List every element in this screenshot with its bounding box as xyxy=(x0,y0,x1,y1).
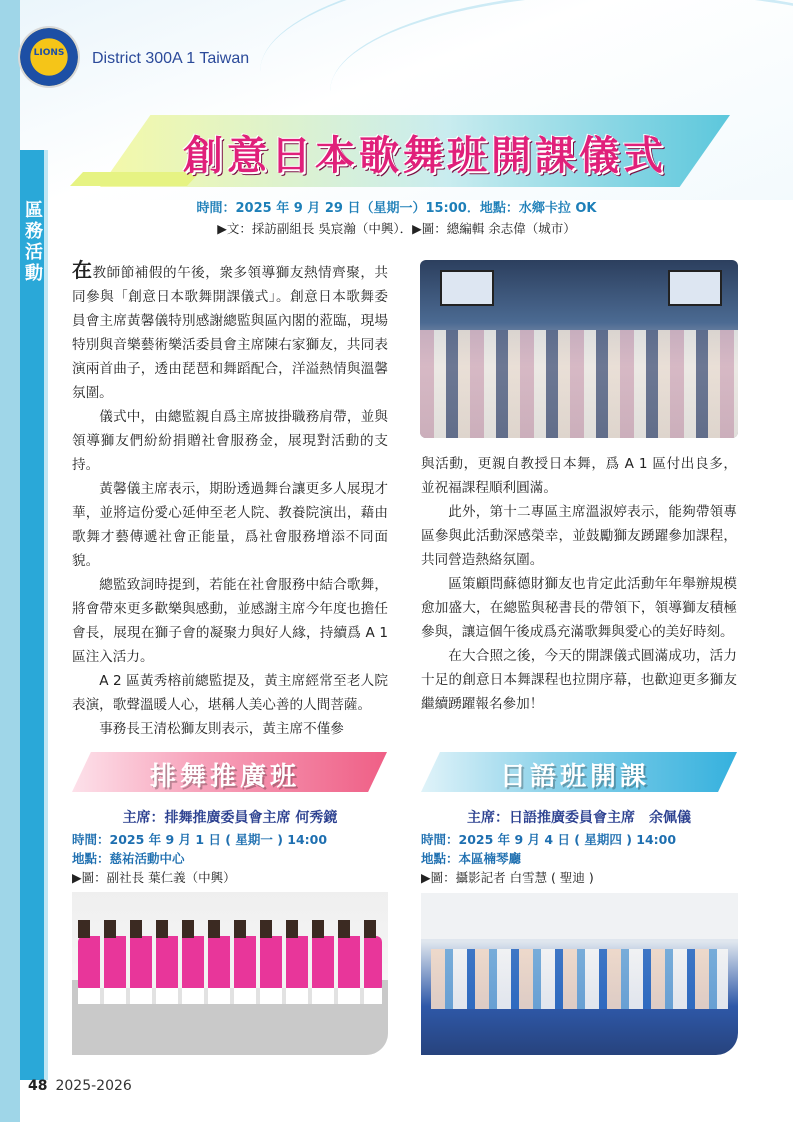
paragraph: 此外，第十二專區主席溫淑婷表示，能夠帶領專區參與此活動深感榮幸，並鼓勵獅友踴躍參加課程，共同營造熱絡氛圍。 xyxy=(421,504,737,568)
japanese-section-photo-credit: ▶圖：攝影記者 白雪慧 ( 聖迪 ) xyxy=(421,870,594,885)
paragraph: 區策顧問蘇德財獅友也肯定此活動年年舉辦規模愈加盛大，在總監與秘書長的帶領下，領導獅友積極參與，讓這個午後成爲充滿歌舞與愛心的美好時刻。 xyxy=(421,576,737,640)
logo-text: LIONS xyxy=(33,48,65,58)
japanese-section-title: 日語班開課 xyxy=(500,762,651,792)
left-stripe-accent xyxy=(20,150,44,1080)
lions-logo xyxy=(20,28,78,86)
japanese-section-place: 地點：本區楠琴廳 xyxy=(421,851,522,866)
dance-section-photo-credit: ▶圖：副社長 葉仁義（中興） xyxy=(72,870,236,885)
dance-section-time: 時間：2025 年 9 月 1 日 ( 星期一 ) 14:00 xyxy=(72,832,328,847)
footer-year: 2025-2026 xyxy=(55,1078,132,1094)
paragraph: 事務長王清松獅友則表示，黃主席不僅參 xyxy=(99,721,344,737)
seated-students xyxy=(431,949,728,1009)
paragraph xyxy=(72,258,388,405)
japanese-section-time: 時間：2025 年 9 月 4 日 ( 星期四 ) 14:00 xyxy=(421,832,677,847)
dancers-shirts xyxy=(78,936,382,992)
crowd xyxy=(420,330,738,438)
japanese-section-chair: 主席：日語推廣委員會主席 余佩儀 xyxy=(467,810,691,826)
left-stripe xyxy=(0,0,20,1122)
paragraph: 總監致詞時提到，若能在社會服務中結合歌舞，將會帶來更多歡樂與感動，並感謝主席今年度也擔任會長，展現在獅子會的凝聚力與好人緣，持續爲 A 1 區注入活力。 xyxy=(72,577,388,665)
paragraph: A 2 區黃秀榕前總監提及，黃主席經常至老人院表演，歌聲溫暖人心，堪稱人美心善的人間菩薩。 xyxy=(72,673,388,713)
dance-section-info xyxy=(72,830,388,887)
section-label: 區務活動 xyxy=(22,200,43,284)
classroom-wall xyxy=(421,893,738,939)
tv-screen xyxy=(440,270,494,306)
paragraph: 黃馨儀主席表示，期盼透過舞台讓更多人展現才華，並將這份愛心延伸至老人院、教養院演出，藉由歌舞才藝傳遞社會正能量，爲社會服務增添不同面貌。 xyxy=(72,481,388,569)
japanese-section-info xyxy=(421,830,737,887)
article-left-column xyxy=(72,258,388,741)
dancers-skirts xyxy=(78,988,382,1004)
dance-class-photo xyxy=(72,892,388,1055)
paragraph-text: 教師節補假的午後，衆多領導獅友熱情齊聚，共同參與「創意日本歌舞開課儀式」。創意日本歌舞委員會主席黃馨儀特別感謝總監與區內閣的蒞臨，現場特別與音樂藝術樂活委員會主席陳右家獅友，共同表演兩首曲子，透由琵琶和舞蹈配合，洋溢熱情與溫馨氛圍。 xyxy=(72,265,389,401)
dance-section-title: 排舞推廣班 xyxy=(150,762,301,792)
article-right-column xyxy=(421,452,737,716)
paragraph: 儀式中，由總監親自爲主席披掛職務肩帶，並與領導獅友們紛紛捐贈社會服務金，展現對活動的支持。 xyxy=(72,409,388,473)
dance-section-place: 地點：慈祐活動中心 xyxy=(72,851,185,866)
group-photo-main xyxy=(420,260,738,438)
page-footer xyxy=(28,1078,132,1094)
left-stripe-light xyxy=(44,150,48,1080)
district-name: District 300A 1 Taiwan xyxy=(92,50,250,67)
paragraph: 在大合照之後，今天的開課儀式圓滿成功，活力十足的創意日本舞課程也拉開序幕，也歡迎更多獅友繼續踴躍報名參加！ xyxy=(421,648,737,712)
dance-section-chair: 主席：排舞推廣委員會主席 何秀鏡 xyxy=(122,810,338,826)
dropcap: 在 xyxy=(72,258,93,282)
tv-screen xyxy=(668,270,722,306)
article-credits: ▶文：採訪副組長 吳宸瀚（中興）．▶圖：總編輯 余志偉（城市） xyxy=(217,221,576,236)
article-title: 創意日本歌舞班開課儀式 xyxy=(183,132,667,179)
page-number: 48 xyxy=(28,1078,48,1094)
dancers-heads xyxy=(78,920,382,938)
paragraph: 與活動，更親自教授日本舞，爲 A 1 區付出良多，並祝福課程順利圓滿。 xyxy=(421,456,737,496)
japanese-class-photo xyxy=(421,893,738,1055)
article-time-place: 時間：2025 年 9 月 29 日（星期一）15:00．地點：水鄉卡拉 OK xyxy=(196,201,597,216)
